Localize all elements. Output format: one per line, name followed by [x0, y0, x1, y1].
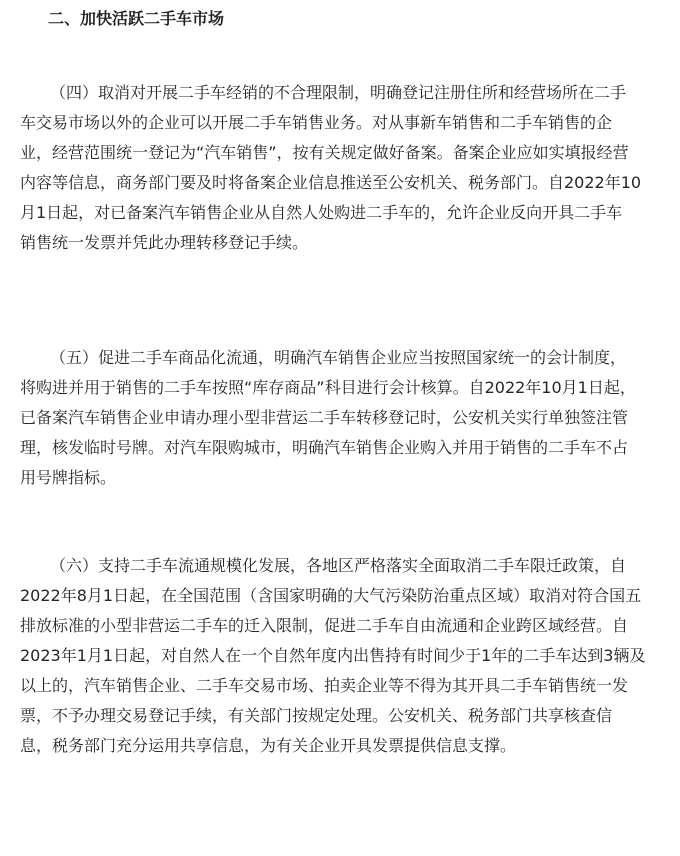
paragraph-line: 车交易市场以外的企业可以开展二手车销售业务。对从事新车销售和二手车销售的企: [20, 113, 613, 132]
paragraph-line: （四）取消对开展二手车经销的不合理限制，明确登记注册住所和经营场所在二手: [50, 83, 627, 102]
paragraph-line: 以上的，汽车销售企业、二手车交易市场、拍卖企业等不得为其开具二手车销售统一发: [20, 676, 629, 695]
paragraph-five: [20, 343, 668, 493]
paragraph-line: 票，不予办理交易登记手续，有关部门按规定处理。公安机关、税务部门共享核查信: [20, 706, 613, 725]
paragraph-line: 将购进并用于销售的二手车按照“库存商品”科目进行会计核算。自2022年10月1日起，: [20, 378, 636, 397]
section-heading: 二、加快活跃二手车市场: [48, 9, 225, 28]
paragraph-line: 已备案汽车销售企业申请办理小型非营运二手车转移登记时，公安机关实行单独签注管: [20, 408, 629, 427]
paragraph-line: 用号牌指标。: [20, 468, 117, 487]
paragraph-four: [20, 78, 668, 258]
paragraph-line: 月1日起，对已备案汽车销售企业从自然人处购进二手车的，允许企业反向开具二手车: [20, 203, 623, 222]
paragraph-line: （五）促进二手车商品化流通，明确汽车销售企业应当按照国家统一的会计制度，: [50, 348, 627, 367]
paragraph-six: [20, 551, 668, 761]
paragraph-line: 2023年1月1日起，对自然人在一个自然年度内出售持有时间少于1年的二手车达到3辆及: [20, 646, 646, 665]
paragraph-line: 理，核发临时号牌。对汽车限购城市，明确汽车销售企业购入并用于销售的二手车不占: [20, 438, 629, 457]
paragraph-line: 排放标准的小型非营运二手车的迁入限制，促进二手车自由流通和企业跨区域经营。自: [20, 616, 629, 635]
paragraph-line: 2022年8月1日起，在全国范围（含国家明确的大气污染防治重点区域）取消对符合国五: [20, 586, 642, 605]
paragraph-line: （六）支持二手车流通规模化发展，各地区严格落实全面取消二手车限迁政策，自: [50, 556, 627, 575]
paragraph-line: 销售统一发票并凭此办理转移登记手续。: [20, 233, 309, 252]
paragraph-line: 内容等信息，商务部门要及时将备案企业信息推送至公安机关、税务部门。自2022年10: [20, 173, 642, 192]
paragraph-line: 业，经营范围统一登记为“汽车销售”，按有关规定做好备案。备案企业应如实填报经营: [20, 143, 629, 162]
paragraph-line: 息，税务部门充分运用共享信息，为有关企业开具发票提供信息支撑。: [20, 736, 517, 755]
